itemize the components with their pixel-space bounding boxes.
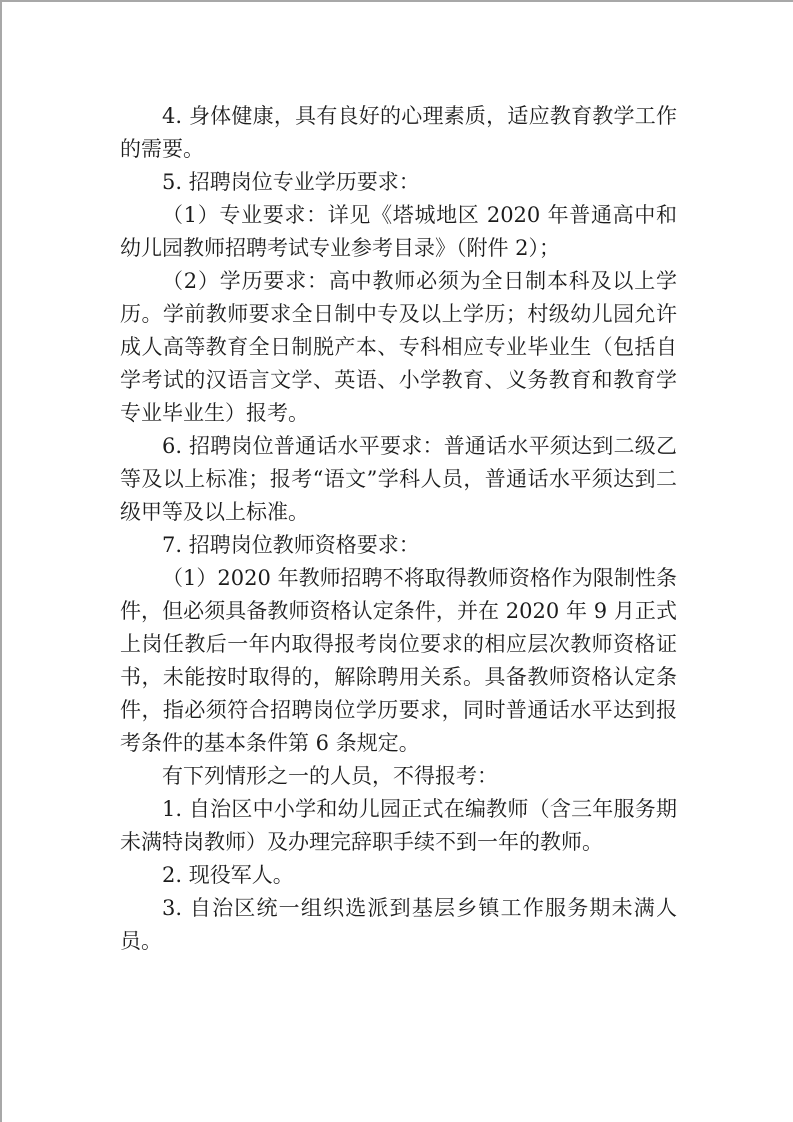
paragraph: 5. 招聘岗位专业学历要求：	[162, 170, 420, 194]
paragraph: 2. 现役军人。	[162, 863, 294, 887]
paragraph: 3. 自治区统一组织选派到基层乡镇工作服务期未满人员。	[120, 896, 677, 953]
paragraph: 7. 招聘岗位教师资格要求：	[162, 533, 420, 557]
document-body-text	[120, 100, 677, 958]
paragraph: 4. 身体健康，具有良好的心理素质，适应教育教学工作的需要。	[120, 104, 677, 161]
paragraph: （1）专业要求：详见《塔城地区 2020 年普通高中和幼儿园教师招聘考试专业参考目录》（附件 2）；	[120, 203, 677, 260]
paragraph: 6. 招聘岗位普通话水平要求：普通话水平须达到二级乙等及以上标准；报考“语文”学科人员，普通话水平须达到二级甲等及以上标准。	[120, 434, 677, 524]
paragraph: （2）学历要求：高中教师必须为全日制本科及以上学历。学前教师要求全日制中专及以上学历；村级幼儿园允许成人高等教育全日制脱产本、专科相应专业毕业生（包括自学考试的汉语言文学、英语、小学教育、义务教育和教育学专业毕业生）报考。	[120, 269, 677, 425]
paragraph: （1）2020 年教师招聘不将取得教师资格作为限制性条件，但必须具备教师资格认定条件，并在 2020 年 9 月正式上岗任教后一年内取得报考岗位要求的相应层次教师资格证书，未能按时取得的，解除聘用关系。具备教师资格认定条件，指必须符合招聘岗位学历要求，同时普通话水平达到报考条件的基本条件第 6 条规定。	[120, 566, 677, 755]
paragraph: 1. 自治区中小学和幼儿园正式在编教师（含三年服务期未满特岗教师）及办理完辞职手续不到一年的教师。	[120, 797, 677, 854]
paragraph: 有下列情形之一的人员，不得报考：	[162, 764, 498, 788]
